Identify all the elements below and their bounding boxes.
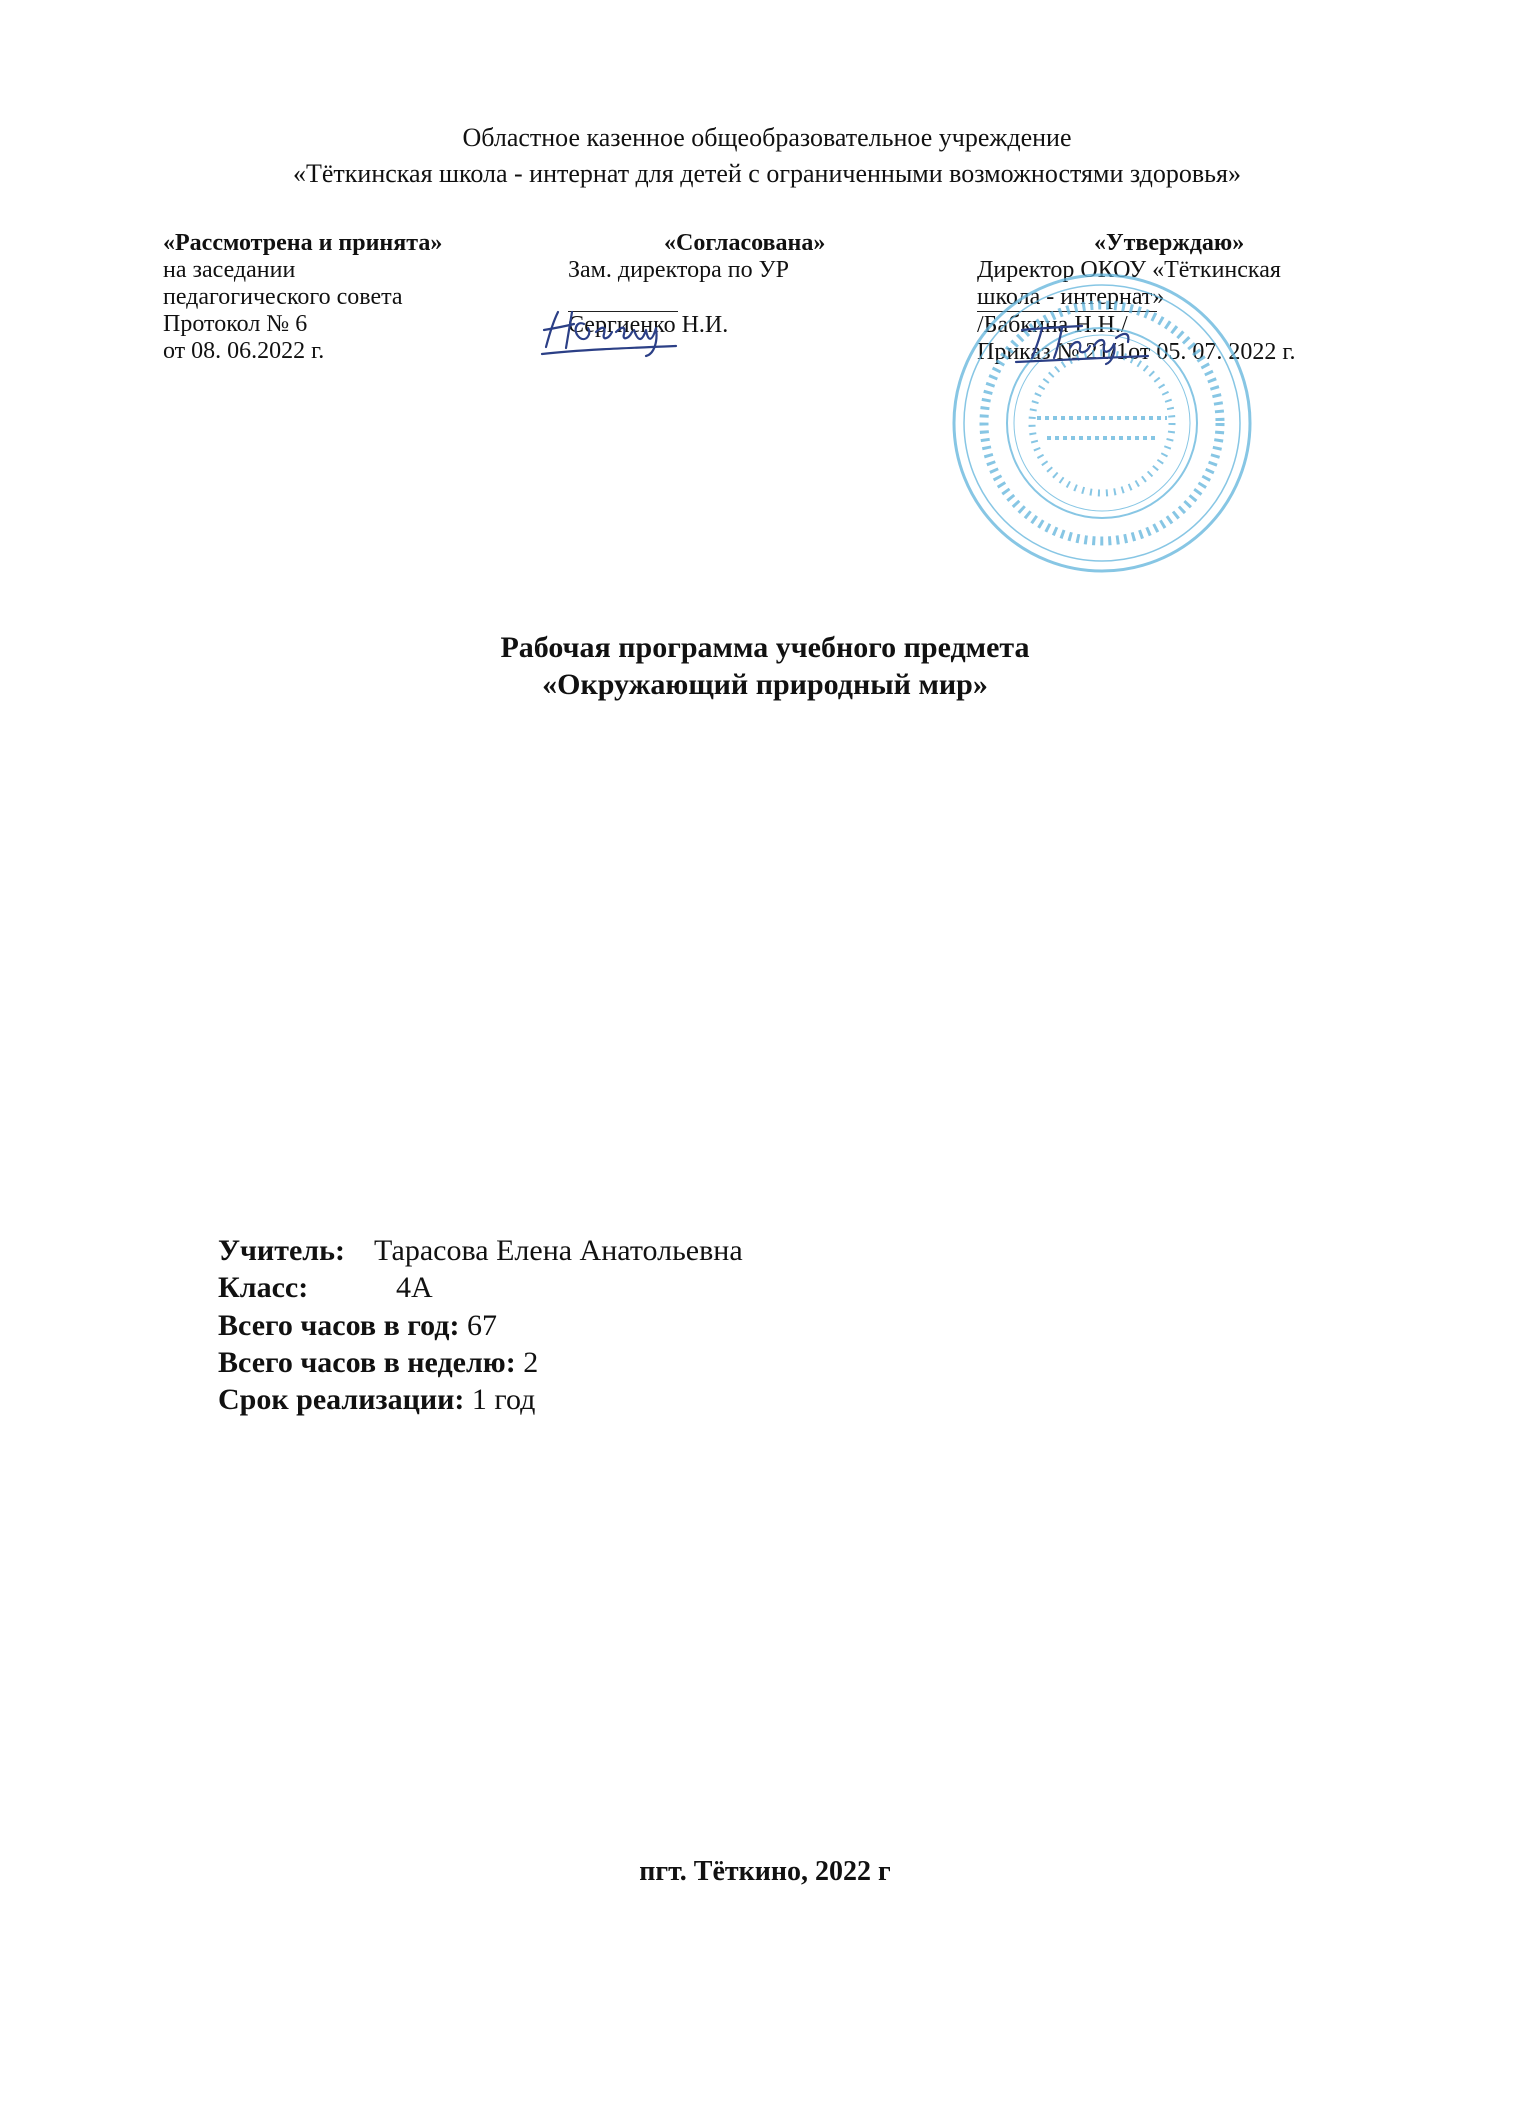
hours-week-label: Всего часов в неделю:	[218, 1346, 516, 1379]
approval-left-title: «Рассмотрена и принята»	[163, 230, 443, 256]
teacher-label: Учитель:	[218, 1234, 345, 1267]
approval-left-line: Протокол № 6	[163, 311, 308, 337]
document-title-line2: «Окружающий природный мир»	[542, 668, 988, 701]
approval-left-block	[163, 230, 442, 365]
approval-left-line: педагогического совета	[163, 284, 403, 310]
hours-year-label: Всего часов в год:	[218, 1309, 460, 1342]
hours-year-row	[218, 1308, 497, 1344]
approval-right-order: Приказ № 21/1от 05. 07. 2022 г.	[977, 339, 1296, 365]
hours-week-row	[218, 1345, 538, 1381]
approval-right-line2: школа - интернат»	[977, 284, 1165, 310]
approval-right-line1: Директор ОКОУ «Тёткинская	[977, 257, 1281, 283]
approval-right-title: «Утверждаю»	[1094, 230, 1245, 256]
document-title-line1: Рабочая программа учебного предмета	[500, 631, 1030, 664]
approval-left-line: на заседании	[163, 257, 296, 283]
institution-name-line1: Областное казенное общеобразовательное учреждение	[462, 123, 1072, 152]
term-value: 1 год	[471, 1383, 536, 1416]
approval-left-line: от 08. 06.2022 г.	[163, 338, 325, 364]
teacher-value: Тарасова Елена Анатольевна	[373, 1234, 743, 1267]
official-stamp-icon	[947, 268, 1257, 578]
approval-center-block	[568, 230, 825, 339]
approval-right-signer: /Бабкина Н.Н./	[977, 312, 1128, 338]
hours-year-value: 67	[466, 1309, 497, 1342]
class-row	[218, 1270, 433, 1306]
term-label: Срок реализации:	[218, 1383, 465, 1416]
approval-center-title: «Согласована»	[664, 230, 826, 256]
teacher-row	[218, 1233, 743, 1269]
approval-center-signer: Сергиенко Н.И.	[568, 312, 729, 338]
institution-name-line2: «Тёткинская школа - интернат для детей с ограниченными возможностями здоровья»	[293, 159, 1241, 188]
hours-week-value: 2	[523, 1346, 539, 1379]
approval-center-sign-row	[568, 311, 825, 339]
term-row	[218, 1382, 535, 1418]
class-label: Класс:	[218, 1271, 309, 1304]
place-and-year: пгт. Тёткино, 2022 г	[639, 1856, 891, 1887]
approval-center-position: Зам. директора по УР	[568, 257, 789, 283]
class-value: 4А	[396, 1271, 433, 1304]
